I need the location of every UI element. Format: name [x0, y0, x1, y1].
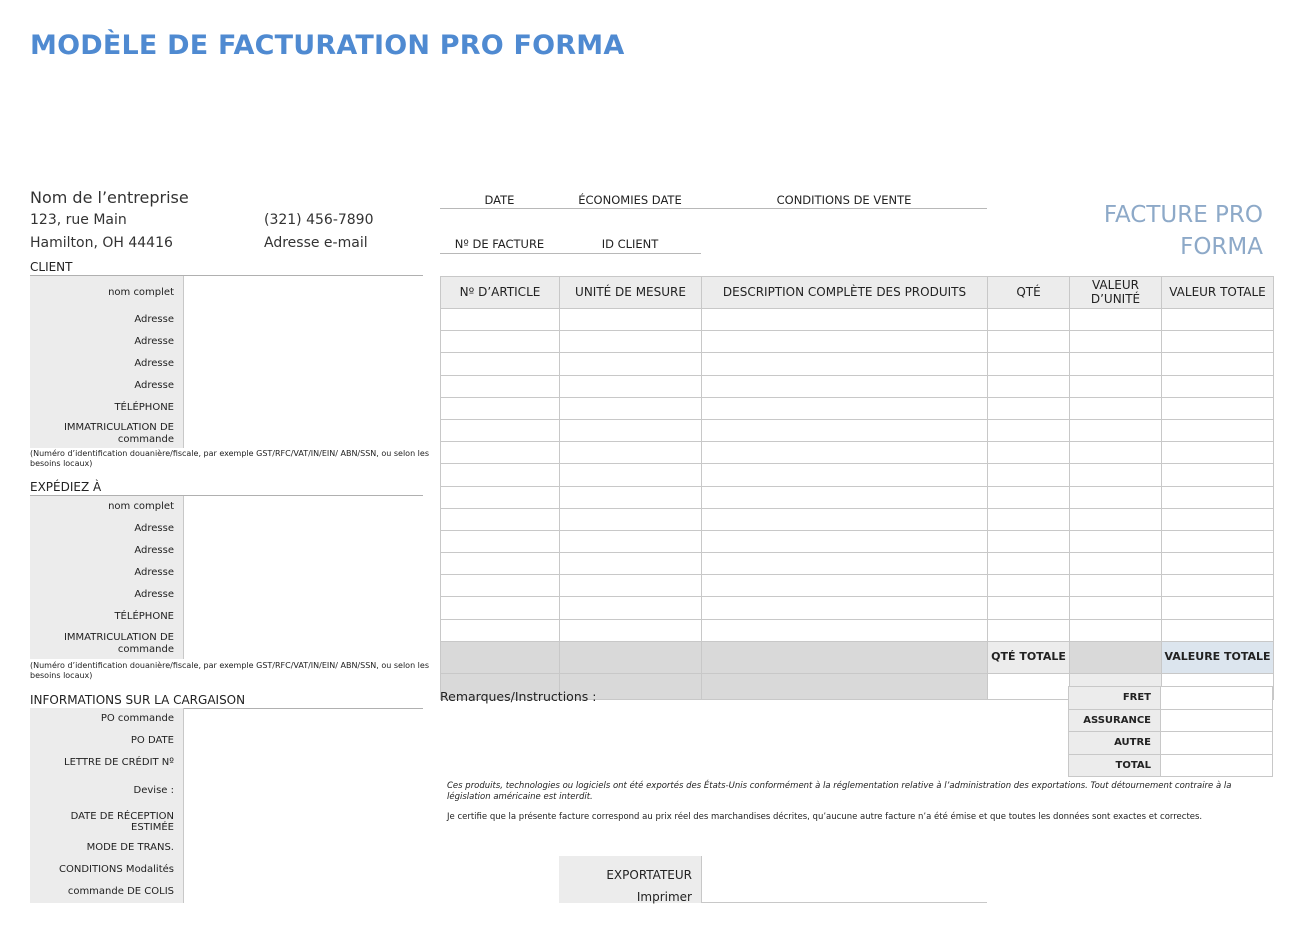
fee-row	[1069, 709, 1273, 732]
po-date-input[interactable]	[183, 730, 423, 752]
item-row	[441, 397, 1274, 419]
item-cell[interactable]	[441, 486, 560, 508]
column-header-description: DESCRIPTION COMPLÈTE DES PRODUITS	[702, 277, 988, 309]
total-qty-value-cell[interactable]	[988, 673, 1070, 699]
client-address-input[interactable]	[183, 331, 423, 353]
invoice-number-label: Nº DE FACTURE	[454, 237, 545, 251]
shipment-field-row	[30, 859, 423, 881]
shipment-field-row	[30, 708, 423, 730]
items-header-row	[441, 277, 1274, 309]
item-cell[interactable]	[1070, 442, 1162, 464]
item-cell[interactable]	[1070, 464, 1162, 486]
client-address-input[interactable]	[183, 353, 423, 375]
totals-empty-cell	[702, 673, 988, 699]
item-cell[interactable]	[560, 353, 702, 375]
item-cell[interactable]	[441, 464, 560, 486]
item-cell[interactable]	[988, 486, 1070, 508]
fee-row	[1069, 687, 1273, 710]
item-row	[441, 375, 1274, 397]
client-field-row	[30, 276, 423, 309]
column-header-unit-value: VALEUR D’UNITÉ	[1070, 277, 1162, 309]
item-cell[interactable]	[441, 619, 560, 641]
ship-to-field-row	[30, 628, 423, 659]
fee-row	[1069, 732, 1273, 755]
transport-mode-input[interactable]	[183, 837, 423, 859]
header-divider	[440, 253, 701, 254]
print-label: Imprimer	[636, 890, 692, 905]
client-section-header: CLIENT	[30, 260, 423, 276]
total-qty-label: QTÉ TOTALE	[988, 641, 1070, 673]
document-title-line: FORMA	[1180, 233, 1263, 260]
header-fields-input[interactable]	[440, 209, 987, 235]
item-cell[interactable]	[1070, 619, 1162, 641]
item-cell[interactable]	[988, 597, 1070, 619]
item-cell[interactable]	[1162, 619, 1274, 641]
item-row	[441, 575, 1274, 597]
item-cell[interactable]	[1162, 353, 1274, 375]
item-cell[interactable]	[1070, 419, 1162, 441]
client-address-input[interactable]	[183, 375, 423, 397]
item-cell[interactable]	[441, 331, 560, 353]
item-cell[interactable]	[441, 397, 560, 419]
fees-table	[1068, 686, 1273, 777]
item-row	[441, 419, 1274, 441]
shipment-field-row	[30, 807, 423, 837]
remarks-label: Remarques/Instructions :	[440, 689, 597, 704]
item-cell[interactable]	[988, 619, 1070, 641]
item-cell[interactable]	[1162, 530, 1274, 552]
item-cell[interactable]	[560, 397, 702, 419]
totals-empty-cell	[1070, 641, 1162, 673]
item-cell[interactable]	[1070, 575, 1162, 597]
shipment-field-label: MODE DE TRANS.	[30, 837, 183, 859]
item-cell[interactable]	[1070, 486, 1162, 508]
client-field-row	[30, 331, 423, 353]
fee-label: TOTAL	[1069, 754, 1161, 777]
client-phone-input[interactable]	[183, 397, 423, 419]
ship-to-field-label: Adresse	[30, 562, 183, 584]
client-field-row	[30, 419, 423, 448]
item-cell[interactable]	[441, 553, 560, 575]
item-cell[interactable]	[560, 419, 702, 441]
terms-input[interactable]	[183, 859, 423, 881]
item-cell[interactable]	[988, 331, 1070, 353]
item-cell[interactable]	[441, 309, 560, 331]
ship-to-phone-input[interactable]	[183, 606, 423, 628]
item-cell[interactable]	[1162, 419, 1274, 441]
estimated-receipt-date-input[interactable]	[183, 807, 423, 837]
item-cell[interactable]	[1070, 331, 1162, 353]
item-cell[interactable]	[988, 375, 1070, 397]
ship-to-address-input[interactable]	[183, 540, 423, 562]
exporter-labels	[559, 856, 701, 903]
totals-empty-cell	[441, 641, 560, 673]
item-cell[interactable]	[702, 575, 988, 597]
item-cell[interactable]	[988, 442, 1070, 464]
company-city: Hamilton, OH 44416	[30, 235, 173, 251]
client-field-row	[30, 353, 423, 375]
ship-to-field-row	[30, 606, 423, 628]
item-cell[interactable]	[702, 331, 988, 353]
item-cell[interactable]	[702, 597, 988, 619]
item-cell[interactable]	[702, 486, 988, 508]
totals-empty-cell	[560, 641, 702, 673]
company-phone: (321) 456-7890	[264, 212, 374, 228]
item-cell[interactable]	[441, 530, 560, 552]
ship-to-field-row	[30, 584, 423, 606]
item-cell[interactable]	[702, 397, 988, 419]
item-cell[interactable]	[1070, 309, 1162, 331]
ship-to-field-label: Adresse	[30, 584, 183, 606]
client-field-row	[30, 397, 423, 419]
document-title	[1104, 200, 1263, 263]
fee-label: FRET	[1069, 687, 1161, 710]
item-cell[interactable]	[1162, 464, 1274, 486]
item-cell[interactable]	[702, 508, 988, 530]
ship-to-section-header: EXPÉDIEZ À	[30, 480, 423, 496]
item-cell[interactable]	[988, 553, 1070, 575]
ship-to-id-note: (Numéro d’identification douanière/fiscale, par exemple GST/RFC/VAT/IN/EIN/ ABN/SSN, ou selon les besoins locaux)	[30, 661, 429, 680]
item-cell[interactable]	[441, 353, 560, 375]
item-cell[interactable]	[1070, 553, 1162, 575]
totals-empty-cell	[702, 641, 988, 673]
shipment-section-header: INFORMATIONS SUR LA CARGAISON	[30, 693, 423, 709]
ship-to-registration-input[interactable]	[183, 628, 423, 659]
item-cell[interactable]	[560, 331, 702, 353]
client-field-row	[30, 309, 423, 331]
client-field-label: TÉLÉPHONE	[30, 397, 183, 419]
exporter-box	[559, 856, 987, 903]
ship-to-field-row	[30, 496, 423, 518]
fee-row	[1069, 754, 1273, 777]
package-count-input[interactable]	[183, 881, 423, 903]
item-cell[interactable]	[702, 619, 988, 641]
item-cell[interactable]	[441, 508, 560, 530]
shipment-field-row	[30, 881, 423, 903]
total-value-label: VALEURE TOTALE	[1162, 641, 1274, 673]
fee-label: ASSURANCE	[1069, 709, 1161, 732]
column-header-total-value: VALEUR TOTALE	[1162, 277, 1274, 309]
fee-label: AUTRE	[1069, 732, 1161, 755]
letter-of-credit-input[interactable]	[183, 752, 423, 774]
item-row	[441, 486, 1274, 508]
other-value-cell[interactable]	[1161, 732, 1273, 755]
items-table	[440, 276, 1274, 700]
certification-text: Je certifie que la présente facture correspond au prix réel des marchandises décrites, qu’aucune autre facture n’a été émise et que toutes les données sont exactes et correctes.	[447, 812, 1203, 822]
item-cell[interactable]	[702, 464, 988, 486]
item-cell[interactable]	[1162, 553, 1274, 575]
item-row	[441, 597, 1274, 619]
item-cell[interactable]	[988, 464, 1070, 486]
item-cell[interactable]	[1162, 486, 1274, 508]
shipment-field-row	[30, 752, 423, 774]
item-cell[interactable]	[560, 619, 702, 641]
client-registration-input[interactable]	[183, 419, 423, 448]
item-cell[interactable]	[1162, 309, 1274, 331]
item-cell[interactable]	[1070, 508, 1162, 530]
export-notice: Ces produits, technologies ou logiciels ont été exportés des États-Unis conformément à la réglementation relative à l’administration des exportations. Tout détournement contraire à la législation américaine est interdit.	[447, 781, 1232, 803]
item-cell[interactable]	[988, 419, 1070, 441]
item-cell[interactable]	[441, 419, 560, 441]
company-name: Nom de l’entreprise	[30, 188, 189, 207]
exporter-signature-input[interactable]	[701, 856, 987, 903]
ship-to-fullname-input[interactable]	[183, 496, 423, 518]
item-cell[interactable]	[702, 553, 988, 575]
shipment-field-label: DATE DE RÉCEPTION ESTIMÉE	[30, 807, 183, 837]
client-id-label: ID CLIENT	[601, 237, 659, 251]
item-row	[441, 331, 1274, 353]
shipment-field-row	[30, 730, 423, 752]
item-cell[interactable]	[702, 419, 988, 441]
item-cell[interactable]	[1162, 442, 1274, 464]
company-email: Adresse e-mail	[264, 235, 368, 251]
item-cell[interactable]	[988, 353, 1070, 375]
client-field-row	[30, 375, 423, 397]
shipment-field-label: LETTRE DE CRÉDIT Nº	[30, 752, 183, 774]
item-cell[interactable]	[988, 309, 1070, 331]
ship-to-field-label: Adresse	[30, 540, 183, 562]
ship-to-field-label: TÉLÉPHONE	[30, 606, 183, 628]
client-field-label: Adresse	[30, 375, 183, 397]
item-cell[interactable]	[1162, 375, 1274, 397]
shipment-field-label: Devise :	[30, 774, 183, 807]
item-cell[interactable]	[1070, 597, 1162, 619]
item-cell[interactable]	[988, 530, 1070, 552]
ship-to-address-input[interactable]	[183, 518, 423, 540]
remarks-input[interactable]	[440, 706, 1060, 772]
ship-to-address-input[interactable]	[183, 562, 423, 584]
ship-to-field-label: IMMATRICULATION DE commande	[30, 628, 183, 659]
client-field-label: Adresse	[30, 353, 183, 375]
item-cell[interactable]	[702, 442, 988, 464]
item-cell[interactable]	[441, 597, 560, 619]
item-cell[interactable]	[560, 597, 702, 619]
column-header-qty: QTÉ	[988, 277, 1070, 309]
sale-terms-label: CONDITIONS DE VENTE	[776, 193, 912, 207]
item-row	[441, 508, 1274, 530]
savings-date-label: ÉCONOMIES DATE	[578, 193, 682, 207]
item-cell[interactable]	[1070, 530, 1162, 552]
client-field-label: Adresse	[30, 331, 183, 353]
item-cell[interactable]	[988, 508, 1070, 530]
item-row	[441, 464, 1274, 486]
item-cell[interactable]	[988, 397, 1070, 419]
column-header-unit: UNITÉ DE MESURE	[560, 277, 702, 309]
client-id-note: (Numéro d’identification douanière/fiscale, par exemple GST/RFC/VAT/IN/EIN/ ABN/SSN, ou selon les besoins locaux)	[30, 449, 429, 468]
item-cell[interactable]	[560, 309, 702, 331]
shipment-field-label: CONDITIONS Modalités	[30, 859, 183, 881]
ship-to-field-row	[30, 540, 423, 562]
shipment-field-label: PO DATE	[30, 730, 183, 752]
ship-to-field-row	[30, 518, 423, 540]
item-cell[interactable]	[560, 508, 702, 530]
ship-to-field-label: Adresse	[30, 518, 183, 540]
client-address-input[interactable]	[183, 309, 423, 331]
document-title-line: FACTURE PRO	[1103, 202, 1263, 228]
item-cell[interactable]	[1162, 575, 1274, 597]
insurance-value-cell[interactable]	[1161, 709, 1273, 732]
client-fullname-input[interactable]	[183, 276, 423, 309]
item-row	[441, 553, 1274, 575]
column-header-item-number: Nº D’ARTICLE	[441, 277, 560, 309]
item-cell[interactable]	[702, 309, 988, 331]
shipment-field-row	[30, 774, 423, 807]
shipment-field-label: commande DE COLIS	[30, 881, 183, 903]
client-field-label: Adresse	[30, 309, 183, 331]
client-field-label: nom complet	[30, 276, 183, 309]
client-field-label: IMMATRICULATION DE commande	[30, 419, 183, 448]
shipment-field-label: PO commande	[30, 708, 183, 730]
company-street: 123, rue Main	[30, 212, 127, 228]
item-cell[interactable]	[1162, 597, 1274, 619]
item-cell[interactable]	[560, 464, 702, 486]
item-cell[interactable]	[441, 442, 560, 464]
exporter-label: EXPORTATEUR	[606, 868, 692, 882]
item-cell[interactable]	[560, 375, 702, 397]
item-cell[interactable]	[1070, 353, 1162, 375]
grand-total-value-cell[interactable]	[1161, 754, 1273, 777]
item-cell[interactable]	[441, 375, 560, 397]
page-title: MODÈLE DE FACTURATION PRO FORMA	[30, 30, 625, 61]
ship-to-field-row	[30, 562, 423, 584]
item-cell[interactable]	[1162, 397, 1274, 419]
shipment-field-row	[30, 837, 423, 859]
item-cell[interactable]	[560, 530, 702, 552]
item-row	[441, 309, 1274, 331]
freight-value-cell[interactable]	[1161, 687, 1273, 710]
item-cell[interactable]	[702, 530, 988, 552]
po-number-input[interactable]	[183, 708, 423, 730]
item-cell[interactable]	[702, 353, 988, 375]
item-cell[interactable]	[560, 442, 702, 464]
item-cell[interactable]	[702, 375, 988, 397]
item-cell[interactable]	[560, 553, 702, 575]
item-cell[interactable]	[988, 575, 1070, 597]
item-row	[441, 442, 1274, 464]
item-cell[interactable]	[560, 575, 702, 597]
item-row	[441, 619, 1274, 641]
item-row	[441, 353, 1274, 375]
ship-to-address-input[interactable]	[183, 584, 423, 606]
item-row	[441, 530, 1274, 552]
item-cell[interactable]	[1070, 397, 1162, 419]
date-label: DATE	[484, 193, 515, 207]
item-cell[interactable]	[560, 486, 702, 508]
item-cell[interactable]	[1162, 508, 1274, 530]
ship-to-field-label: nom complet	[30, 496, 183, 518]
totals-row	[441, 641, 1274, 673]
item-cell[interactable]	[1070, 375, 1162, 397]
item-cell[interactable]	[441, 575, 560, 597]
item-cell[interactable]	[1162, 331, 1274, 353]
currency-input[interactable]	[183, 774, 423, 807]
